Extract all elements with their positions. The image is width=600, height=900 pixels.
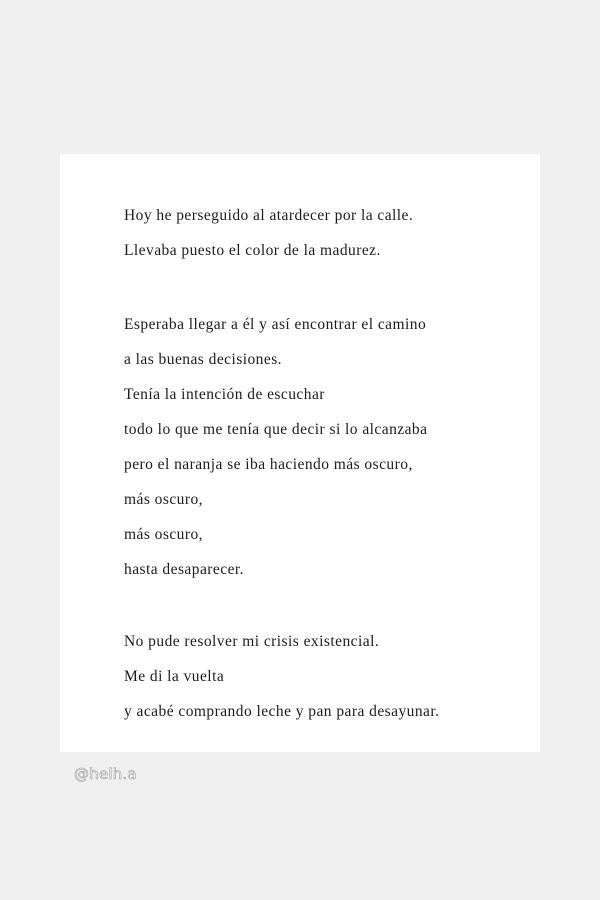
poem-stanza-2 [124,307,427,587]
poem-line: todo lo que me tenía que decir si lo alcanzaba [124,421,428,438]
poem-line: Tenía la intención de escuchar [124,386,325,403]
author-handle[interactable]: @helh.a [74,765,137,783]
poem-stanza-3 [124,624,439,729]
poem-line: Hoy he perseguido al atardecer por la calle. [124,207,414,224]
poem-line: Llevaba puesto el color de la madurez. [124,242,381,259]
poem-line: pero el naranja se iba haciendo más oscuro, [124,456,413,473]
poem-line: más oscuro, [124,526,203,543]
poem-line: Me di la vuelta [124,668,225,685]
poem-card [60,154,540,752]
poem-line: No pude resolver mi crisis existencial. [124,633,380,650]
poem-line: a las buenas decisiones. [124,351,283,368]
poem-stanza-1 [124,198,413,268]
poem-line: Esperaba llegar a él y así encontrar el camino [124,316,427,333]
poem-line: hasta desaparecer. [124,561,244,578]
poem-line: más oscuro, [124,491,203,508]
poem-line: y acabé comprando leche y pan para desayunar. [124,703,440,720]
